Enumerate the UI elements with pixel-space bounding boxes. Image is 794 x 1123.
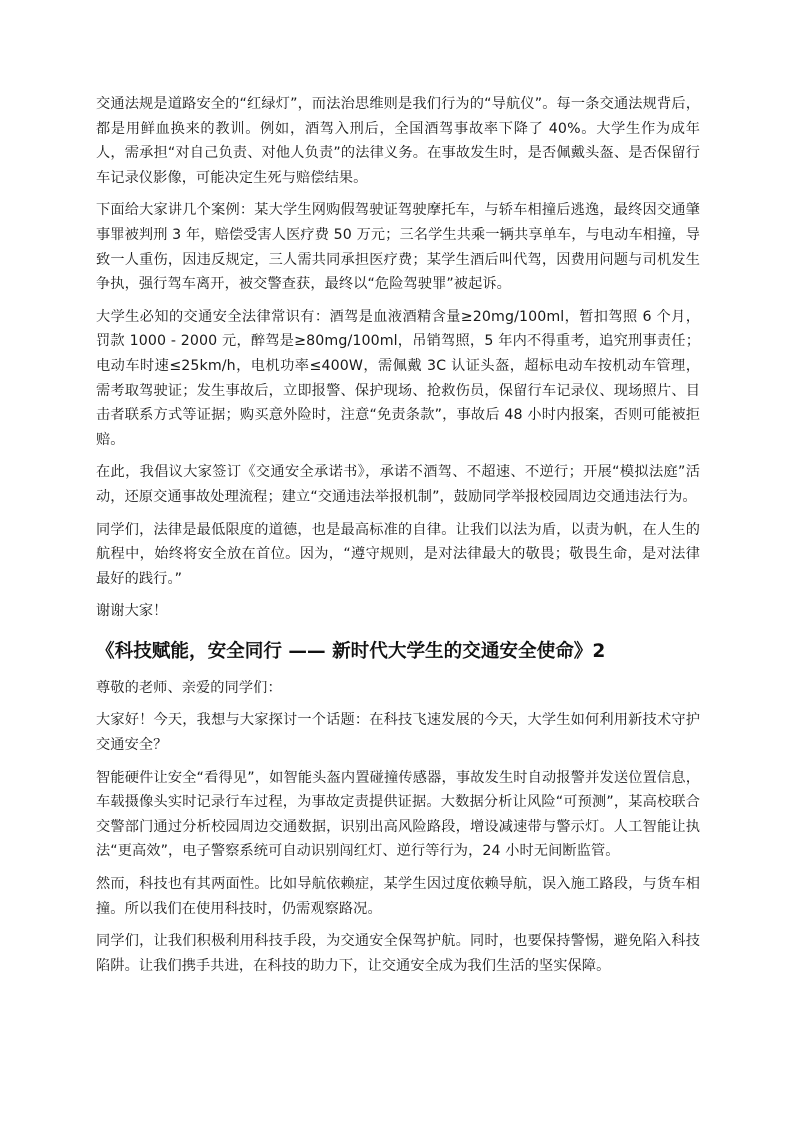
paragraph-conclusion: 同学们，法律是最低限度的道德，也是最高标准的自律。让我们以法为盾，以责为帆，在人生的航程中，始终将安全放在首位。因为，“遵守规则，是对法律最大的敬畏；敬畏生命，是对法律最好的践行。” — [96, 521, 700, 587]
paragraph-salutation: 尊敬的老师、亲爱的同学们： — [96, 679, 282, 696]
paragraph-proposal: 在此，我倡议大家签订《交通安全承诺书》，承诺不酒驾、不超速、不逆行；开展“模拟法庭”活动，还原交通事故处理流程；建立“交通违法举报机制”，鼓励同学举报校园周边交通违法行为。 — [96, 464, 700, 505]
paragraph-tech-risks: 然而，科技也有其两面性。比如导航依赖症，某学生因过度依赖导航，误入施工路段，与货车相撞。所以我们在使用科技时，仍需观察路况。 — [96, 876, 700, 917]
document-page — [96, 92, 700, 986]
paragraph-smart-tech: 智能硬件让安全“看得见”，如智能头盔内置碰撞传感器，事故发生时自动报警并发送位置信息，车载摄像头实时记录行车过程，为事故定责提供证据。大数据分析让风险“可预测”，某高校联合交警部门通过分析校园周边交通数据，识别出高风险路段，增设减速带与警示灯。人工智能让执法“更高效”，电子警察系统可自动识别闯红灯、逆行等行为，24 小时无间断监管。 — [96, 769, 700, 860]
paragraph-traffic-law-intro: 交通法规是道路安全的“红绿灯”，而法治思维则是我们行为的“导航仪”。每一条交通法规背后，都是用鲜血换来的教训。例如，酒驾入刑后，全国酒驾事故率下降了 40%。大学生作为成年人，需承担“对自己负责、对他人负责”的法律义务。在事故发生时，是否佩戴头盔、是否保留行车记录仪影像，可能决定生死与赔偿结果。 — [96, 96, 700, 186]
paragraph-thanks: 谢谢大家！ — [96, 603, 168, 620]
paragraph-greeting: 大家好！今天，我想与大家探讨一个话题：在科技飞速发展的今天，大学生如何利用新技术守护交通安全？ — [96, 712, 700, 754]
paragraph-case-studies: 下面给大家讲几个案例：某大学生网购假驾驶证驾驶摩托车，与轿车相撞后逃逸，最终因交通肇事罪被判刑 3 年，赔偿受害人医疗费 50 万元；三名学生共乘一辆共享单车，与电动车相撞，导致一人重伤，因违反规定，三人需共同承担医疗费；某学生酒后叫代驾，因费用问题与司机发生争执，强行驾车离开，被交警查获，最终以“危险驾驶罪”被起诉。 — [96, 202, 700, 293]
section-2-title: 《科技赋能，安全同行 —— 新时代大学生的交通安全使命》2 — [96, 640, 606, 662]
paragraph-closing: 同学们，让我们积极利用科技手段，为交通安全保驾护航。同时，也要保持警惕，避免陷入科技陷阱。让我们携手共进，在科技的助力下，让交通安全成为我们生活的坚实保障。 — [96, 933, 700, 974]
paragraph-legal-knowledge: 大学生必知的交通安全法律常识有：酒驾是血液酒精含量≥20mg/100ml，暂扣驾照 6 个月，罚款 1000 - 2000 元，醉驾是≥80mg/100ml，吊销驾照，5 年内不得重考，追究刑事责任；电动车时速≤25km/h，电机功率≤400W，需佩戴 3C 认证头盔，超标电动车按机动车管理，需考取驾驶证；发生事故后，立即报警、保护现场、抢救伤员，保留行车记录仪、现场照片、目击者联系方式等证据；购买意外险时，注意“免责条款”，事故后 48 小时内报案，否则可能被拒赔。 — [96, 308, 700, 448]
